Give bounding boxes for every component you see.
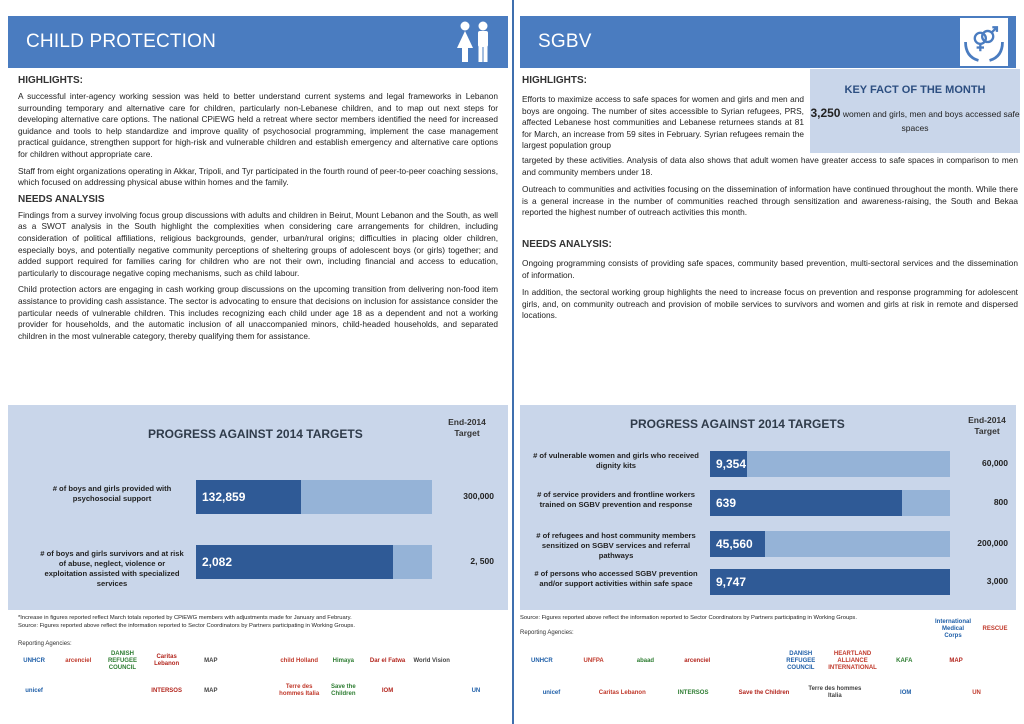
sgbv-column bbox=[512, 0, 1024, 724]
bar-value-label: 639 bbox=[716, 496, 737, 510]
bar-track bbox=[710, 451, 950, 477]
partner-logo: UNFPA bbox=[583, 657, 604, 664]
key-fact-title: KEY FACT OF THE MONTH bbox=[844, 84, 986, 96]
partner-logo: World Vision bbox=[413, 657, 450, 664]
partner-logo: INTERSOS bbox=[677, 689, 709, 696]
partner-logo: Dar el Fatwa bbox=[369, 657, 406, 664]
children-icon bbox=[450, 18, 498, 66]
bar-track bbox=[710, 531, 950, 557]
partner-logo: child Holland bbox=[280, 657, 318, 664]
bar-target-label: 3,000 bbox=[986, 576, 1008, 586]
sgbv-needs-p2: In addition, the sectoral working group highlights the need to increase focus on prevention and response programming for adolescent girls, and, on community outreach and provision of mobile services to survivors and women and girls at risk in remote and dispersed locations. bbox=[522, 287, 1018, 321]
bar-category-label: # of refugees and host community members sensitized on SGBV services and referral pathways bbox=[536, 531, 696, 560]
partner-logo: UNHCR bbox=[531, 657, 553, 664]
cp-progress-panel bbox=[8, 405, 508, 610]
bar-target-label: 200,000 bbox=[977, 538, 1008, 548]
sgbv-progress-title: PROGRESS AGAINST 2014 TARGETS bbox=[630, 417, 845, 431]
bar-value-label: 9,354 bbox=[716, 457, 747, 471]
cp-note-2: Source: Figures reported above reflect the information reported to Sector Coordinators by Partners participating in Working Groups. bbox=[18, 623, 355, 629]
partner-logo: unicef bbox=[542, 689, 561, 696]
bar-category-label: # of boys and girls provided with psychosocial support bbox=[52, 484, 172, 503]
cp-highlights-p2: Staff from eight organizations operating in Akkar, Tripoli, and Tyr participated in the fourth round of peer-to-peer coaching sessions, which focused on addressing physical abuse within homes and the family. bbox=[18, 165, 498, 188]
bar-category-label: # of persons who accessed SGBV prevention and/or support activities within safe space bbox=[534, 569, 698, 588]
partner-logo: KAFA bbox=[896, 657, 913, 664]
sgbv-banner bbox=[520, 16, 1016, 68]
sgbv-target-header: End-2014 Target bbox=[968, 415, 1006, 436]
key-fact-value: 3,250 bbox=[810, 106, 841, 120]
bar-target-label: 800 bbox=[993, 497, 1008, 507]
partner-logo bbox=[725, 652, 773, 670]
partner-logo: MAP bbox=[204, 687, 218, 694]
sgbv-title: SGBV bbox=[538, 31, 592, 52]
bar-value-label: 9,747 bbox=[716, 575, 747, 589]
cp-highlights-heading: HIGHLIGHTS: bbox=[18, 75, 83, 86]
sgbv-highlights-heading: HIGHLIGHTS: bbox=[522, 75, 587, 86]
cp-notes bbox=[18, 614, 498, 630]
partner-logo bbox=[235, 652, 275, 670]
bar-track bbox=[710, 490, 950, 516]
cp-needs-p2: Child protection actors are engaging in cash working group discussions on the upcoming transition from delivering non-food item assistance to providing cash assistance. The sector is advocating to ensure that decisions on inclusion for assistance consider the particular needs of vulnerable children. This includes recognizing each child under age 18 as a dependent and not a working provider for households, and the automatic inclusion of all unaccompanied minors, child-headed households, and separated children in the most vulnerable category, thereby qualifying them for assistance. bbox=[18, 284, 498, 341]
partner-logo: DANISH REFUGEE COUNCIL bbox=[107, 650, 137, 671]
key-fact-content bbox=[810, 106, 1020, 135]
sgbv-note: Source: Figures reported above reflect the information reported to Sector Coordinators by Partners participating in Working Groups. bbox=[520, 615, 857, 621]
sgbv-highlights-p1b: targeted by these activities. Analysis of data also shows that adult women have greater access to safe spaces in comparison to men and community members under 18. bbox=[522, 155, 1018, 177]
cp-progress-title: PROGRESS AGAINST 2014 TARGETS bbox=[148, 427, 363, 441]
key-fact-box bbox=[810, 69, 1020, 153]
partner-logo: Terre des hommes Italia bbox=[279, 684, 320, 697]
partner-logo: Caritas Lebanon bbox=[154, 654, 180, 667]
partner-logo: MAP bbox=[949, 657, 963, 664]
child-protection-column bbox=[0, 0, 508, 724]
partner-logo: Save the Children bbox=[331, 684, 356, 697]
partner-logo bbox=[235, 682, 275, 700]
bar-target-label: 300,000 bbox=[463, 491, 494, 501]
partner-logo bbox=[412, 682, 452, 700]
bar-value-label: 45,560 bbox=[716, 537, 753, 551]
sgbv-body bbox=[522, 155, 1018, 322]
partner-logo: DANISH REFUGEE COUNCIL bbox=[786, 650, 816, 671]
sgbv-needs-p1: Ongoing programming consists of providing safe spaces, community based prevention, multi-sectoral services and the dissemination of information. bbox=[522, 257, 1018, 280]
partner-logo: UNHCR bbox=[23, 657, 45, 664]
bar-target-label: 2, 500 bbox=[470, 556, 494, 566]
bar-track bbox=[710, 569, 950, 595]
partner-logo: abaad bbox=[636, 657, 655, 664]
partner-logo: INTERSOS bbox=[151, 687, 182, 694]
sgbv-progress-panel bbox=[520, 405, 1016, 610]
cp-needs-p1: Findings from a survey involving focus group discussions with adults and children in Beirut, Mount Lebanon and the South, as well as a SWOT analysis in the South highlight the complexities when considering care arrangements for children, including consideration of political affiliations, religious backgrounds, gender, urban/rural origins; difficulties in placing older children, especially boys, and potentially negative community perceptions of sheltering groups of adolescent boys (or girls) together; and added support required for families caring for children who are not their own, including financial and access to education, particularly to discourage negative coping mechanisms, such as child labour. bbox=[18, 209, 498, 278]
partner-logo bbox=[102, 682, 142, 700]
partner-logo: Terre des hommes Italia bbox=[808, 686, 862, 699]
cp-reporting-label: Reporting Agencies: bbox=[18, 641, 72, 647]
partner-logo: arcenciel bbox=[65, 657, 92, 664]
partner-logo: HEARTLAND ALLIANCE INTERNATIONAL bbox=[828, 650, 877, 671]
partner-logo: IOM bbox=[381, 687, 394, 694]
bar-track bbox=[196, 480, 432, 514]
key-fact-text: women and girls, men and boys accessed safe spaces bbox=[842, 109, 1020, 133]
partner-logo bbox=[58, 682, 98, 700]
partner-logo: MAP bbox=[204, 657, 218, 664]
partner-logo: UN bbox=[972, 689, 981, 696]
partner-logo: Caritas Lebanon bbox=[598, 689, 646, 696]
partner-logo: unicef bbox=[25, 687, 43, 694]
partner-logo: arcenciel bbox=[684, 657, 711, 664]
child-protection-banner bbox=[8, 16, 508, 68]
bar-track bbox=[196, 545, 432, 579]
gender-hands-icon bbox=[958, 16, 1010, 68]
bar-value-label: 132,859 bbox=[202, 490, 246, 504]
bar-category-label: # of service providers and frontline workers trained on SGBV prevention and response bbox=[537, 490, 695, 509]
cp-highlights bbox=[18, 75, 498, 342]
partner-logo bbox=[456, 652, 496, 670]
bar-category-label: # of vulnerable women and girls who received dignity kits bbox=[533, 451, 699, 470]
partner-logo: Himaya bbox=[332, 657, 355, 664]
partner-logo: IOM bbox=[900, 689, 912, 696]
bar-target-label: 60,000 bbox=[982, 458, 1008, 468]
sgbv-highlights-p1: Efforts to maximize access to safe spaces for women and girls and men and boys are ongoing. The number of sites accessible to Syrian refugees, PRS, affected Lebanese host communities and Lebanese returnees stands at 81 for March, an increase from 59 sites in February. Syrian refugees remain the largest population group bbox=[522, 94, 804, 151]
bar-category-label: # of boys and girls survivors and at risk of abuse, neglect, violence or exploitation assisted with specialized services bbox=[40, 549, 184, 588]
partner-logo: Save the Children bbox=[738, 689, 790, 696]
partner-logo: UN bbox=[471, 687, 481, 694]
cp-target-header: End-2014 Target bbox=[448, 417, 486, 438]
partner-logo: RESCUE bbox=[982, 625, 1008, 632]
bar-value-label: 2,082 bbox=[202, 555, 233, 569]
sgbv-highlights-p2: Outreach to communities and activities focusing on the dissemination of information have continued throughout the month. While there is a general increase in the number of communities reached through sensitization and awareness-raising, the South and Bekaa reported the highest number of outreach activities this month. bbox=[522, 184, 1018, 218]
sgbv-reporting-label: Reporting Agencies: bbox=[520, 630, 574, 636]
sgbv-needs-heading: NEEDS ANALYSIS: bbox=[522, 238, 612, 250]
cp-highlights-p1: A successful inter-agency working session was held to better understand current systems and legal frameworks in Lebanon surrounding temporary and alternative care for children, particularly non-Lebanese children, and to map out next steps for developing alternative care options. The national CPiEWG held a retreat where sector members identified the need for increased guidance and tools to help standardize and improve quality of psychosocial programming, implement the case management practical guidance, strengthen support for high-risk and vulnerable children and establish emergency and alternative care options for children without appropriate care. bbox=[18, 91, 498, 159]
partner-logo: International Medical Corps bbox=[934, 618, 971, 639]
cp-note-1: *Increase in figures reported reflect March totals reported by CPiEWG members with adjustments made for January and February. bbox=[18, 615, 352, 621]
bar-fill bbox=[710, 490, 902, 516]
child-protection-title: CHILD PROTECTION bbox=[26, 31, 217, 52]
sgbv-highlights bbox=[522, 75, 804, 152]
cp-needs-heading: NEEDS ANALYSIS bbox=[18, 193, 105, 205]
